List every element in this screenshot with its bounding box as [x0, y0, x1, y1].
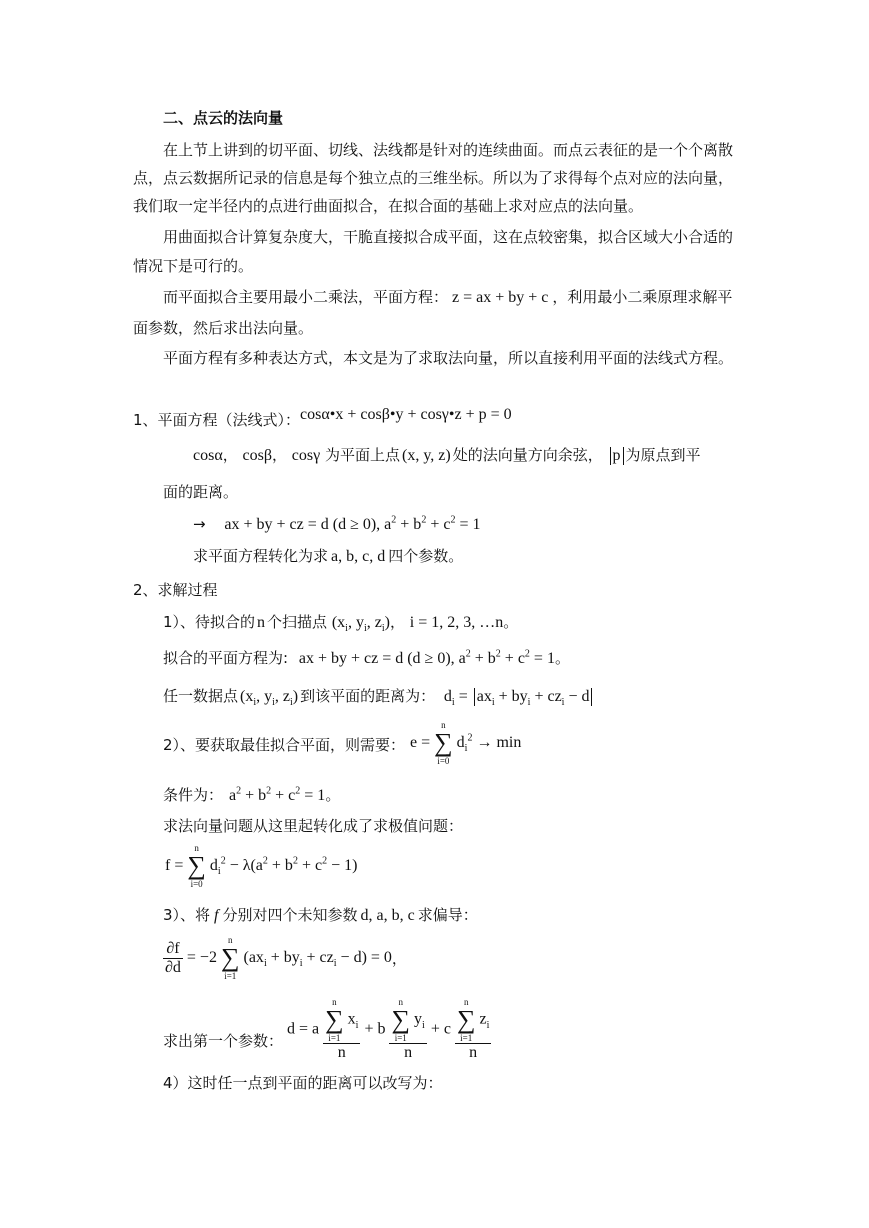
- fit-equation: ax + by + cz = d (d ≥ 0), $a^2 + b^2 + c^2 = 1$: [298, 648, 555, 667]
- direction-cosine-text-2: 处的法向量方向余弦，: [452, 446, 603, 464]
- direction-cosine-text-1: 为平面上点: [324, 446, 400, 464]
- step-1-row: 1）、待拟合的 n 个扫描点 ($x_i$, $y_i$, $z_i$)， i = 1, 2, 3, …n。: [163, 613, 519, 635]
- paragraph-1-line-1: 在上节上讲到的切平面、切线、法线都是针对的连续曲面。而点云表征的是一个个离散: [163, 141, 734, 159]
- cos-gamma: cosγ: [291, 447, 321, 464]
- paragraph-3-text-b: ，利用最小二乘原理求解平: [552, 288, 733, 306]
- cos-alpha: cosα: [193, 447, 223, 464]
- partial-derivative-equation: $\frac{\partial f}{\partial d}$ = −2 n ∑ i=1 $(ax_i + by_i + cz_i - d) = 0$，: [165, 935, 407, 981]
- extreme-value-text: 求法向量问题从这里起转化成了求极值问题：: [163, 817, 464, 835]
- direction-cosine-row-2: 面的距离。: [163, 483, 239, 501]
- four-params-row: 求平面方程转化为求 a, b, c, d 四个参数。: [193, 547, 464, 565]
- cos-beta: cosβ: [242, 447, 272, 464]
- objective-equation: e = n ∑ i=0 $d_i^2 \to \min$: [410, 720, 522, 766]
- paragraph-2-line-2: 情况下是可行的。: [133, 257, 254, 275]
- distance-row: 任一数据点 ($x_i$, $y_i$, $z_i$) 到该平面的距离为： $d_i = ax_i + by_i + cz_i - d$: [163, 686, 594, 707]
- step-2-row: 2）、要获取最佳拟合平面，则需要：: [163, 736, 406, 754]
- paragraph-3-line-1: [163, 287, 732, 308]
- arrow-symbol: →: [193, 515, 206, 533]
- step-3-row: 3）、将 f 分别对四个未知参数 d, a, b, c 求偏导：: [163, 906, 478, 924]
- condition-row: 条件为： $a^2 + b^2 + c^2 = 1$。: [163, 785, 341, 804]
- index-range: i = 1, 2, 3, …n: [409, 614, 504, 631]
- p-symbol: p: [612, 447, 621, 464]
- step-4-row: 4）这时任一点到平面的距离可以改写为：: [163, 1074, 443, 1092]
- params-abcd: a, b, c, d: [331, 548, 386, 565]
- scan-point-tuple: ($x_i$, $y_i$, $z_i$): [331, 614, 390, 635]
- paragraph-1-line-3: 我们取一定半径内的点进行曲面拟合，在拟合面的基础上求对应点的法向量。: [133, 197, 644, 215]
- data-point-tuple: ($x_i$, $y_i$, $z_i$): [240, 688, 299, 709]
- section-heading: 二、点云的法向量: [163, 109, 284, 127]
- paragraph-3-line-2: 面参数，然后求出法向量。: [133, 319, 314, 337]
- paragraph-3-text-a: 而平面拟合主要用最小二乘法，平面方程：: [163, 288, 449, 306]
- paragraph-1-line-2: 点，点云数据所记录的信息是每个独立点的三维坐标。所以为了求得每个点对应的法向量，: [133, 169, 734, 187]
- solution-label: 2、求解过程: [133, 581, 218, 599]
- normal-form-row: [133, 406, 512, 431]
- normal-form-equation: cosα•x + cosβ•y + cosγ•z + p = 0: [300, 406, 512, 423]
- condition-equation: $a^2 + b^2 + c^2 = 1$: [229, 785, 326, 804]
- first-param-label: 求出第一个参数：: [163, 1032, 284, 1050]
- direction-cosine-text-3: 为原点到平: [625, 446, 701, 464]
- point-xyz: (x, y, z): [401, 447, 451, 464]
- distance-equation: $d_i = ax_i + by_i + cz_i - d$: [444, 688, 595, 705]
- direction-cosine-row: cosα， cosβ， cosγ 为平面上点 (x, y, z) 处的法向量方向余弦， p 为原点到平: [193, 446, 701, 464]
- plane-equation-explicit: z = ax + by + c: [452, 289, 549, 306]
- paragraph-2-line-1: 用曲面拟合计算复杂度大，干脆直接拟合成平面，这在点较密集，拟合区域大小合适的: [163, 228, 734, 246]
- normal-form-label: 1、平面方程（法线式）：: [133, 411, 301, 429]
- normalized-equation-row: [193, 514, 480, 535]
- normalized-equation: ax + by + cz = d (d ≥ 0), $a^2 + b^2 + c^2 = 1$: [224, 514, 481, 533]
- paragraph-4: 平面方程有多种表达方式，本文是为了求取法向量，所以直接利用平面的法线式方程。: [163, 349, 734, 367]
- first-param-equation: d = a n ∑ i=1 $x_i$ n + b n ∑ i=1 $y_i$ n + c n ∑ i=1 $z_i$ n: [287, 997, 490, 1061]
- fit-equation-row: 拟合的平面方程为: ax + by + cz = d (d ≥ 0), $a^2 + b^2 + c^2 = 1$。: [163, 648, 570, 667]
- lagrange-equation: f = n ∑ i=0 $d_i^2 - \lambda(a^2 + b^2 + c^2 - 1)$: [165, 843, 358, 889]
